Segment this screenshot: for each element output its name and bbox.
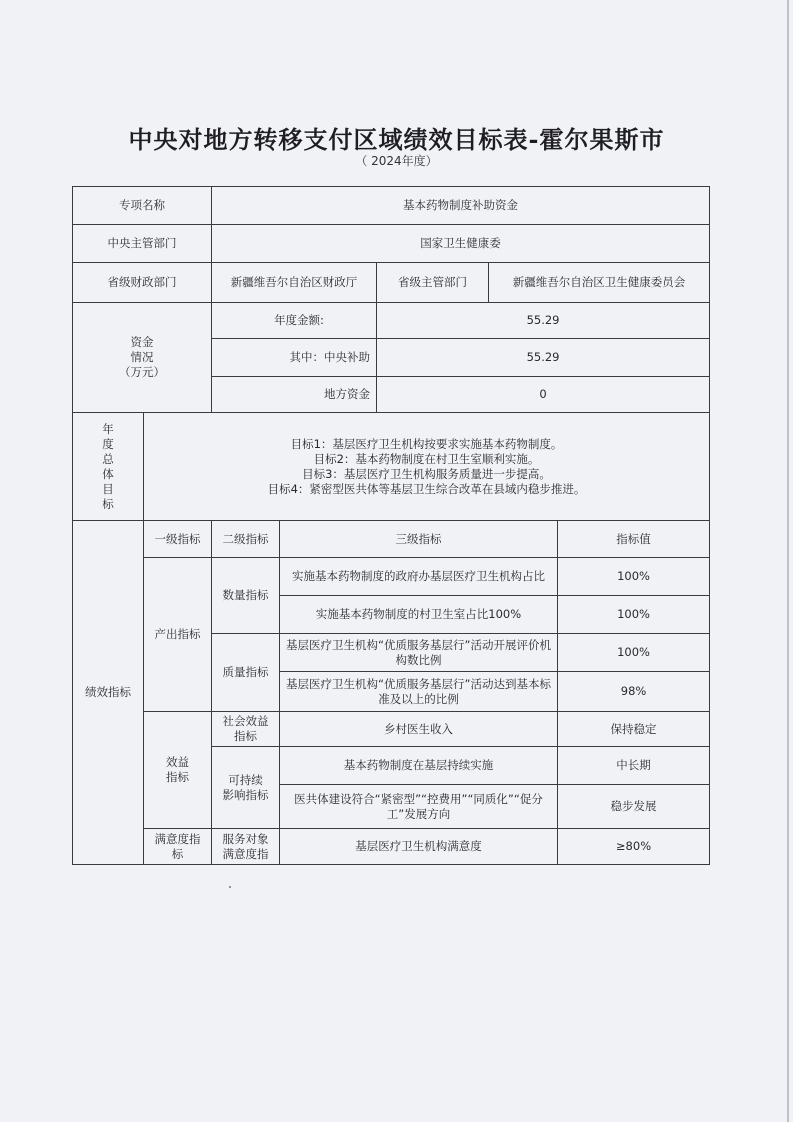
local-funds-value: 0	[377, 377, 710, 413]
header-value: 指标值	[558, 521, 710, 558]
goal-3: 目标3：基层医疗卫生机构服务质量进一步提高。	[302, 466, 551, 481]
output-label: 产出指标	[144, 558, 212, 712]
goal-1: 目标1：基层医疗卫生机构按要求实施基本药物制度。	[290, 436, 563, 451]
satisfaction-sub-label: 服务对象 满意度指	[212, 829, 280, 865]
central-subsidy-value: 55.29	[377, 339, 710, 377]
prov-finance-value: 新疆维吾尔自治区财政厅	[212, 263, 377, 303]
satisfaction-label: 满意度指 标	[144, 829, 212, 865]
table-row	[73, 712, 710, 747]
central-subsidy-label: 其中：中央补助	[212, 339, 377, 377]
annual-amount-label: 年度金额:	[212, 303, 377, 339]
table-row	[73, 521, 710, 558]
page-title: 中央对地方转移支付区域绩效目标表-霍尔果斯市	[128, 125, 665, 154]
funds-label-line3: （万元）	[119, 365, 165, 379]
project-name-label: 专项名称	[73, 187, 212, 225]
benefit-label: 效益 指标	[144, 712, 212, 829]
funds-label-line1: 资金	[130, 335, 154, 349]
indicator-value: 98%	[558, 672, 710, 712]
table-row	[73, 263, 710, 303]
indicator-name: 基本药物制度在基层持续实施	[280, 747, 558, 785]
social-benefit-label: 社会效益 指标	[212, 712, 280, 747]
table-row	[73, 225, 710, 263]
sustain-label: 可持续 影响指标	[212, 747, 280, 829]
funds-label	[73, 303, 212, 413]
indicator-name: 基层医疗卫生机构“优质服务基层行”活动开展评价机构数比例	[280, 634, 558, 672]
table-row	[73, 187, 710, 225]
indicator-value: 稳步发展	[558, 785, 710, 829]
header-level2: 二级指标	[212, 521, 280, 558]
table-row	[73, 303, 710, 339]
indicator-value: 保持稳定	[558, 712, 710, 747]
central-dept-label: 中央主管部门	[73, 225, 212, 263]
indicator-name: 实施基本药物制度的政府办基层医疗卫生机构占比	[280, 558, 558, 596]
table-row	[73, 413, 710, 521]
indicator-value: ≥80%	[558, 829, 710, 865]
indicator-value: 100%	[558, 596, 710, 634]
quantity-label: 数量指标	[212, 558, 280, 634]
central-dept-value: 国家卫生健康委	[212, 225, 710, 263]
header-level1: 一级指标	[144, 521, 212, 558]
quality-label: 质量指标	[212, 634, 280, 712]
local-funds-label: 地方资金	[212, 377, 377, 413]
project-name-value: 基本药物制度补助资金	[212, 187, 710, 225]
indicator-name: 医共体建设符合“紧密型”“控费用”“同质化”“促分工”发展方向	[280, 785, 558, 829]
stray-mark	[229, 886, 231, 888]
indicator-name: 乡村医生收入	[280, 712, 558, 747]
prov-finance-label: 省级财政部门	[73, 263, 212, 303]
performance-section-label: 绩效指标	[73, 521, 144, 865]
indicator-name: 实施基本药物制度的村卫生室占比100%	[280, 596, 558, 634]
prov-dept-label: 省级主管部门	[377, 263, 489, 303]
goal-4: 目标4：紧密型医共体等基层卫生综合改革在县域内稳步推进。	[267, 481, 586, 496]
indicator-name: 基层医疗卫生机构满意度	[280, 829, 558, 865]
table-row	[73, 829, 710, 865]
performance-target-table	[72, 186, 710, 865]
goal-2: 目标2：基本药物制度在村卫生室顺利实施。	[313, 451, 540, 466]
annual-goals-label: 年 度 总 体 目 标	[73, 413, 144, 521]
page-subtitle: （ 2024年度）	[355, 154, 438, 168]
prov-dept-value: 新疆维吾尔自治区卫生健康委员会	[489, 263, 710, 303]
indicator-value: 中长期	[558, 747, 710, 785]
header-level3: 三级指标	[280, 521, 558, 558]
annual-amount-value: 55.29	[377, 303, 710, 339]
funds-label-line2: 情况	[130, 350, 154, 364]
indicator-name: 基层医疗卫生机构“优质服务基层行”活动达到基本标准及以上的比例	[280, 672, 558, 712]
annual-goals-text	[144, 413, 710, 521]
indicator-value: 100%	[558, 634, 710, 672]
indicator-value: 100%	[558, 558, 710, 596]
table-row	[73, 558, 710, 596]
